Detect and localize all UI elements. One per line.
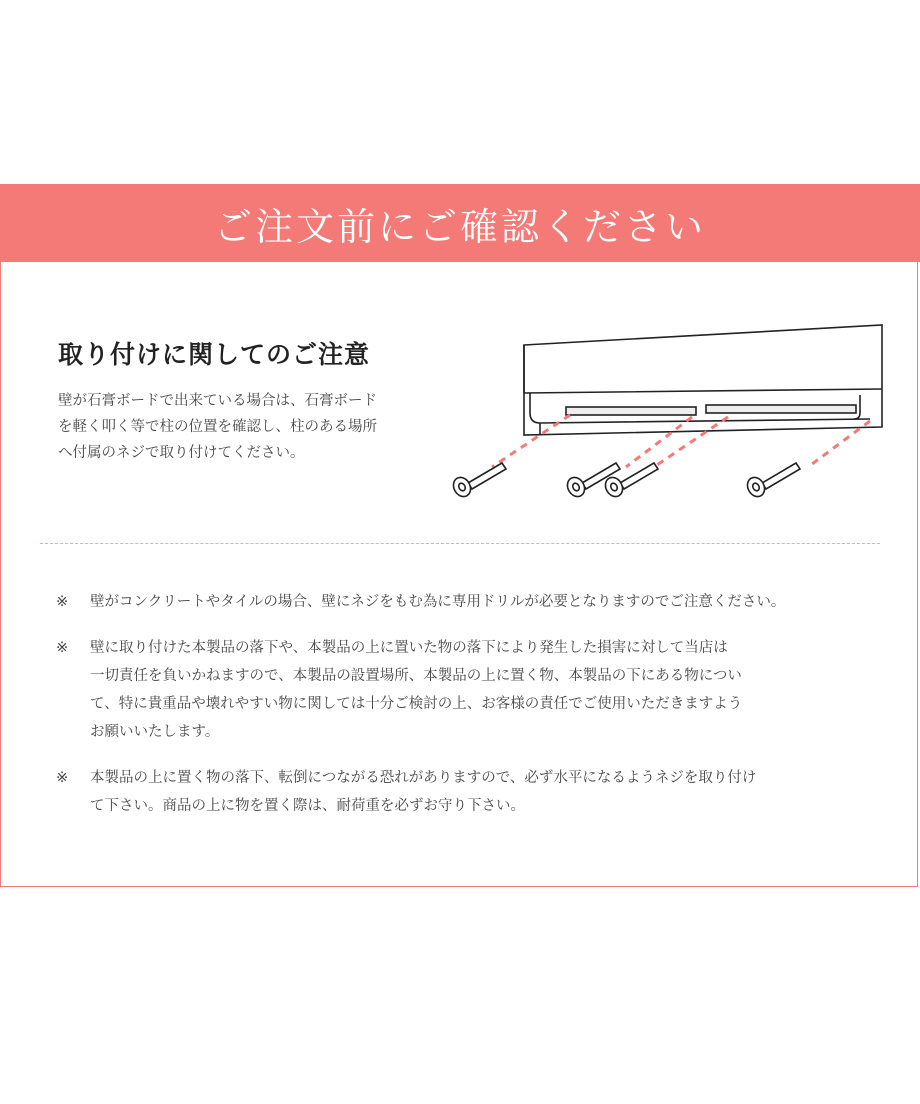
note-line: 壁に取り付けた本製品の落下や、本製品の上に置いた物の落下により発生した損害に対して当店は <box>90 640 728 656</box>
note-item <box>56 634 886 746</box>
air-conditioner-icon <box>524 325 882 435</box>
dashed-divider <box>40 543 880 544</box>
note-text <box>90 588 886 616</box>
note-item <box>56 588 886 616</box>
screw-icon <box>450 463 506 500</box>
note-line: 一切責任を負いかねますので、本製品の設置場所、本製品の上に置く物、本製品の下にある物につい <box>90 668 742 684</box>
install-line: を軽く叩く等で柱の位置を確認し、柱のある場所 <box>58 419 377 435</box>
note-item <box>56 764 886 820</box>
air-conditioner-with-screws-illustration <box>440 315 900 515</box>
note-text <box>90 634 886 746</box>
note-mark: ※ <box>56 594 69 610</box>
note-line: て下さい。商品の上に物を置く際は、耐荷重を必ずお守り下さい。 <box>90 798 525 814</box>
note-line: お願いいたします。 <box>90 724 220 740</box>
note-line: 壁がコンクリートやタイルの場合、壁にネジをもむ為に専用ドリルが必要となりますのでご注意ください。 <box>90 594 786 610</box>
note-line: 本製品の上に置く物の落下、転倒につながる恐れがありますので、必ず水平になるようネジを取り付け <box>90 770 757 786</box>
notes-list <box>56 588 886 838</box>
banner-title: ご注文前にご確認ください <box>213 204 706 249</box>
install-section-body <box>58 388 458 466</box>
note-mark: ※ <box>56 640 69 656</box>
install-line: へ付属のネジで取り付けてください。 <box>58 445 305 461</box>
note-mark: ※ <box>56 770 69 786</box>
install-section-title: 取り付けに関してのご注意 <box>58 340 371 369</box>
screw-icon <box>744 463 800 500</box>
note-text <box>90 764 886 820</box>
note-line: て、特に貴重品や壊れやすい物に関しては十分ご検討の上、お客様の責任でご使用いただきますよう <box>90 696 743 712</box>
notice-banner <box>0 184 920 262</box>
install-line: 壁が石膏ボードで出来ている場合は、石膏ボード <box>58 393 377 409</box>
